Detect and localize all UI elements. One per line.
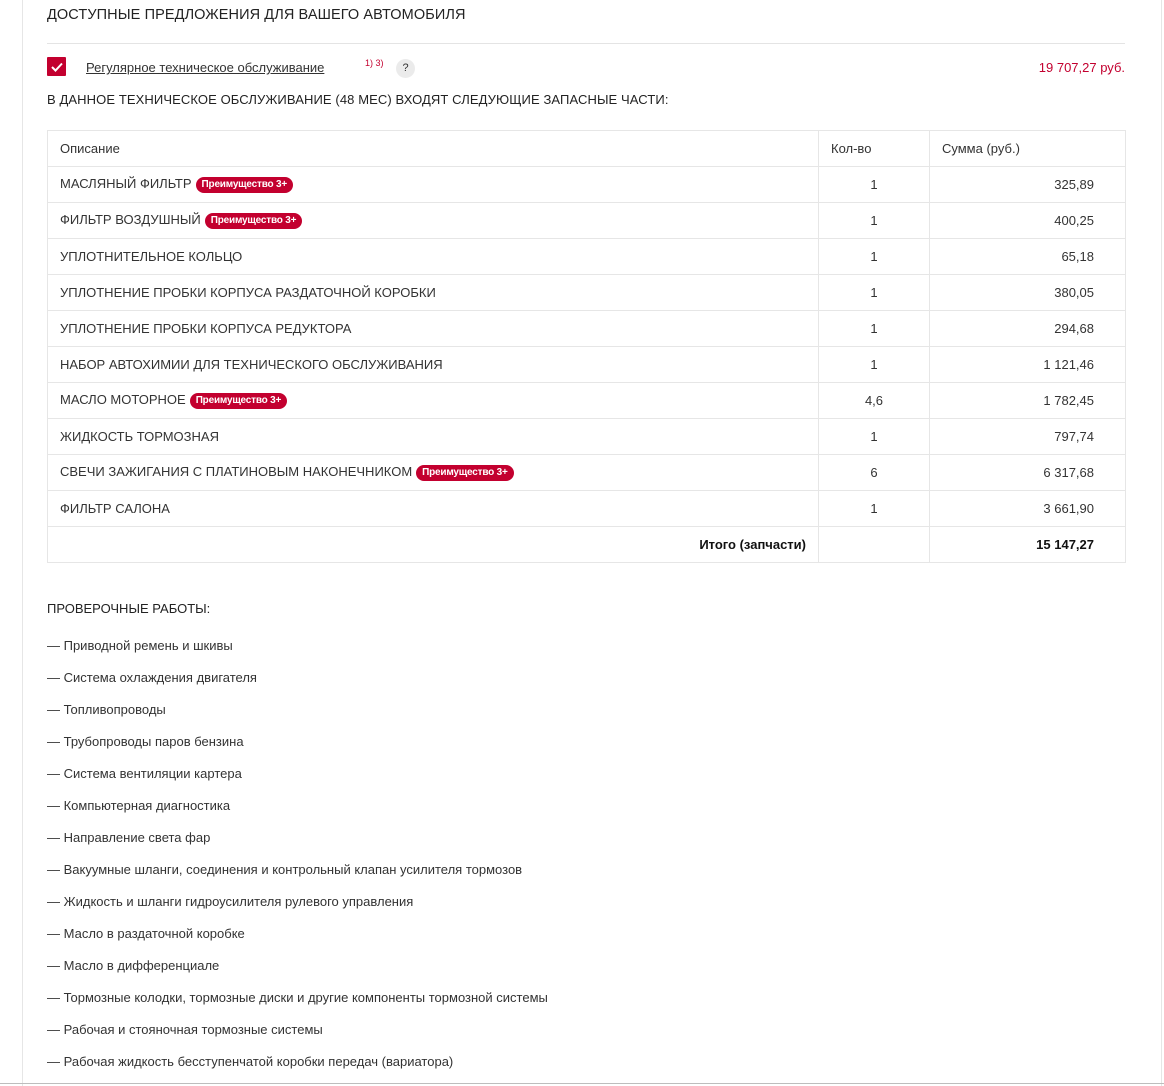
offer-footnotes: 1) 3): [365, 58, 384, 68]
part-sum: 400,25: [930, 203, 1126, 239]
part-description: [48, 491, 819, 527]
list-item: — Система вентиляции картера: [47, 766, 242, 781]
part-sum: 797,74: [930, 419, 1126, 455]
list-item: — Топливопроводы: [47, 702, 166, 717]
check-icon: [51, 62, 63, 72]
bottom-border: [0, 1083, 1164, 1084]
part-name: СВЕЧИ ЗАЖИГАНИЯ С ПЛАТИНОВЫМ НАКОНЕЧНИКОМ: [60, 464, 413, 479]
part-name: ЖИДКОСТЬ ТОРМОЗНАЯ: [60, 429, 219, 444]
advantage-badge: Преимущество 3+: [196, 177, 293, 193]
total-quantity: [819, 527, 930, 563]
advantage-badge: Преимущество 3+: [190, 393, 287, 409]
section-title: ДОСТУПНЫЕ ПРЕДЛОЖЕНИЯ ДЛЯ ВАШЕГО АВТОМОБИЛЯ: [47, 7, 466, 23]
part-name: ФИЛЬТР ВОЗДУШНЫЙ: [60, 212, 201, 227]
part-sum: 65,18: [930, 239, 1126, 275]
part-description: [48, 275, 819, 311]
part-description: [48, 203, 819, 239]
part-quantity: 4,6: [819, 383, 930, 419]
part-name: МАСЛО МОТОРНОЕ: [60, 392, 186, 407]
part-name: МАСЛЯНЫЙ ФИЛЬТР: [60, 176, 192, 191]
part-quantity: 1: [819, 275, 930, 311]
part-quantity: 1: [819, 419, 930, 455]
part-quantity: 1: [819, 491, 930, 527]
part-description: [48, 311, 819, 347]
total-label: Итого (запчасти): [48, 527, 819, 563]
part-quantity: 1: [819, 203, 930, 239]
header-quantity: Кол-во: [819, 131, 930, 167]
table-row: [48, 275, 1126, 311]
table-row: [48, 203, 1126, 239]
header-sum: Сумма (руб.): [930, 131, 1126, 167]
table-row: [48, 347, 1126, 383]
offer-link[interactable]: Регулярное техническое обслуживание: [86, 60, 325, 75]
parts-title: В ДАННОЕ ТЕХНИЧЕСКОЕ ОБСЛУЖИВАНИЕ (48 МЕС) ВХОДЯТ СЛЕДУЮЩИЕ ЗАПАСНЫЕ ЧАСТИ:: [47, 92, 669, 107]
part-name: УПЛОТНЕНИЕ ПРОБКИ КОРПУСА РЕДУКТОРА: [60, 321, 352, 336]
part-quantity: 6: [819, 455, 930, 491]
part-sum: 1 782,45: [930, 383, 1126, 419]
part-description: [48, 239, 819, 275]
list-item: — Система охлаждения двигателя: [47, 670, 257, 685]
list-item: — Вакуумные шланги, соединения и контрольный клапан усилителя тормозов: [47, 862, 523, 877]
part-quantity: 1: [819, 347, 930, 383]
header-description: Описание: [48, 131, 819, 167]
table-header-row: [48, 131, 1126, 167]
table-row: [48, 491, 1126, 527]
list-item: — Масло в дифференциале: [47, 958, 220, 973]
list-item: — Направление света фар: [47, 830, 211, 845]
list-item: — Жидкость и шланги гидроусилителя рулевого управления: [47, 894, 414, 909]
offer-row: [47, 56, 1125, 78]
right-border: [1161, 0, 1162, 1086]
list-item: — Тормозные колодки, тормозные диски и другие компоненты тормозной системы: [47, 990, 548, 1005]
list-item: — Трубопроводы паров бензина: [47, 734, 244, 749]
part-description: [48, 455, 819, 491]
table-row: [48, 311, 1126, 347]
part-sum: 6 317,68: [930, 455, 1126, 491]
part-sum: 294,68: [930, 311, 1126, 347]
table-row: [48, 167, 1126, 203]
part-name: УПЛОТНИТЕЛЬНОЕ КОЛЬЦО: [60, 249, 243, 264]
help-icon[interactable]: ?: [396, 59, 415, 78]
part-sum: 380,05: [930, 275, 1126, 311]
divider: [47, 43, 1125, 44]
offer-price: 19 707,27 руб.: [1038, 60, 1125, 75]
total-sum: 15 147,27: [930, 527, 1126, 563]
checks-title: ПРОВЕРОЧНЫЕ РАБОТЫ:: [47, 601, 211, 616]
table-row: [48, 383, 1126, 419]
list-item: — Масло в раздаточной коробке: [47, 926, 245, 941]
part-name: УПЛОТНЕНИЕ ПРОБКИ КОРПУСА РАЗДАТОЧНОЙ КОРОБКИ: [60, 285, 436, 300]
advantage-badge: Преимущество 3+: [416, 465, 513, 481]
checks-list: [47, 630, 548, 1078]
part-description: [48, 419, 819, 455]
part-description: [48, 383, 819, 419]
advantage-badge: Преимущество 3+: [205, 213, 302, 229]
left-border: [22, 0, 23, 1086]
list-item: — Рабочая и стояночная тормозные системы: [47, 1022, 323, 1037]
part-sum: 1 121,46: [930, 347, 1126, 383]
part-quantity: 1: [819, 167, 930, 203]
part-quantity: 1: [819, 239, 930, 275]
table-row: [48, 239, 1126, 275]
table-row: [48, 455, 1126, 491]
table-row: [48, 419, 1126, 455]
part-description: [48, 167, 819, 203]
part-description: [48, 347, 819, 383]
offer-checkbox[interactable]: [47, 57, 66, 76]
list-item: — Компьютерная диагностика: [47, 798, 231, 813]
part-name: НАБОР АВТОХИМИИ ДЛЯ ТЕХНИЧЕСКОГО ОБСЛУЖИВАНИЯ: [60, 357, 443, 372]
part-name: ФИЛЬТР САЛОНА: [60, 501, 170, 516]
list-item: — Приводной ремень и шкивы: [47, 638, 233, 653]
list-item: — Рабочая жидкость бесступенчатой коробки передач (вариатора): [47, 1054, 454, 1069]
total-row: [48, 527, 1126, 563]
part-sum: 325,89: [930, 167, 1126, 203]
parts-table: [47, 130, 1126, 563]
part-sum: 3 661,90: [930, 491, 1126, 527]
part-quantity: 1: [819, 311, 930, 347]
